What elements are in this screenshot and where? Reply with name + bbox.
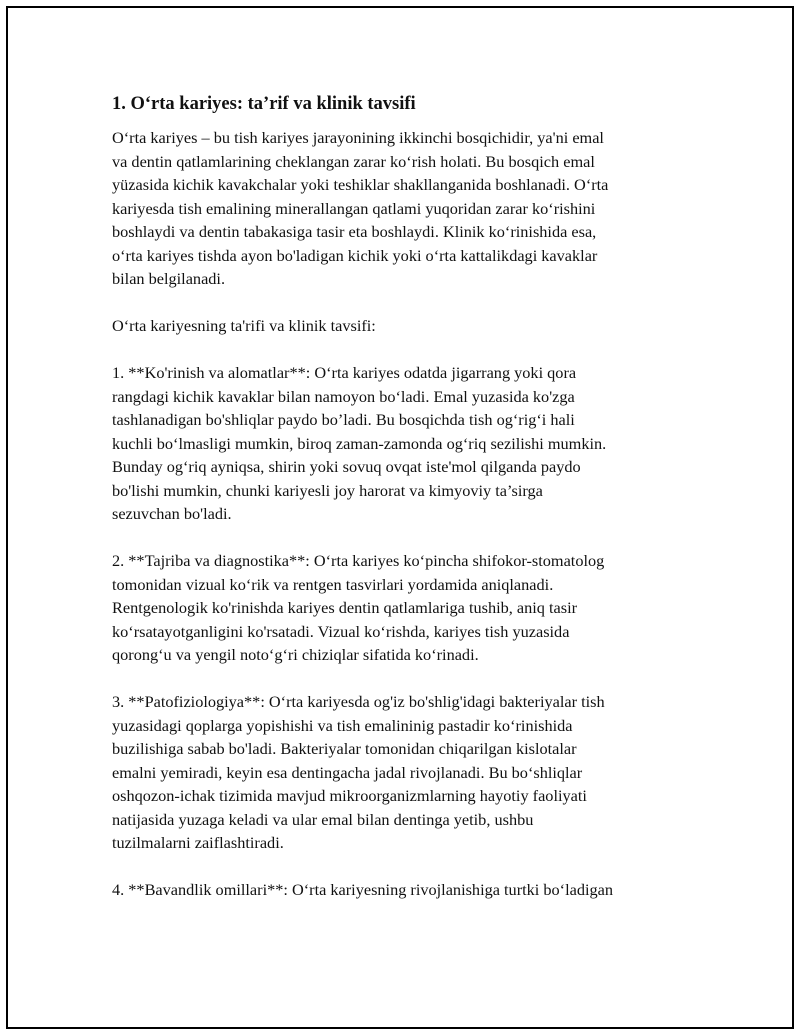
section-heading: 1. O‘rta kariyes: ta’rif va klinik tavsifi	[112, 94, 416, 114]
intro-paragraph: O‘rta kariyes – bu tish kariyes jarayonining ikkinchi bosqichidir, ya'ni emal va dentin qatlamlarining cheklangan zarar ko‘rish holati. Bu bosqich emal yüzasida kichik kavakchalar yoki teshiklar shakllanganida boshlanadi. O‘rta kariyesda tish emalining minerallangan qatlami yuqoridan zarar ko‘rishini boshlaydi va dentin tabakasiga tasir eta boshlaydi. Klinik ko‘rinishida esa, o‘rta kariyes tishda ayon bo'ladigan kichik yoki o‘rta kattalikdagi kavaklar bilan belgilanadi.	[112, 128, 609, 288]
list-item-pathophysiology: 3. **Patofiziologiya**: O‘rta kariyesda og'iz bo'shlig'idagi bakteriyalar tish yuzasidagi qoplarga yopishishi va tish emalininig pastadir ko‘rinishida buzilishiga sabab bo'ladi. Bakteriyalar tomonidan chiqarilgan kislotalar emalni yemiradi, keyin esa dentingacha jadal rivojlanadi. Bu bo‘shliqlar oshqozon-ichak tizimida mavjud mikroorganizmlarning hayotiy faoliyati natijasida yuzaga keladi va ular emal bilan dentinga yetib, ushbu tuzilmalarni zaiflashtiradi.	[112, 692, 605, 852]
definition-intro-paragraph: O‘rta kariyesning ta'rifi va klinik tavsifi:	[112, 316, 376, 335]
list-item-appearance: 1. **Ko'rinish va alomatlar**: O‘rta kariyes odatda jigarrang yoki qora rangdagi kichik kavaklar bilan namoyon bo‘ladi. Emal yuzasida ko'zga tashlanadigan bo'shliqlar paydo bo’ladi. Bu bosqichda tish og‘rig‘i hali kuchli bo‘lmasligi mumkin, biroq zaman-zamonda og‘riq sezilishi mumkin. Bunday og‘riq ayniqsa, shirin yoki sovuq ovqat iste'mol qilganda paydo bo'lishi mumkin, chunki kariyesli joy harorat va kimyoviy ta’sirga sezuvchan bo'ladi.	[112, 363, 607, 523]
list-item-diagnostics: 2. **Tajriba va diagnostika**: O‘rta kariyes ko‘pincha shifokor-stomatolog tomonidan vizual ko‘rik va rentgen tasvirlari yordamida aniqlanadi. Rentgenologik ko'rinishda kariyes dentin qatlamlariga tushib, aniq tasir ko‘rsatayotganligini ko'rsatadi. Vizual ko‘rishda, kariyes tish yuzasida qorong‘u va yengil noto‘g‘ri chiziqlar sifatida ko‘rinadi.	[112, 551, 605, 664]
document-body	[112, 92, 692, 925]
list-item-factors: 4. **Bavandlik omillari**: O‘rta kariyesning rivojlanishiga turtki bo‘ladigan	[112, 880, 613, 899]
